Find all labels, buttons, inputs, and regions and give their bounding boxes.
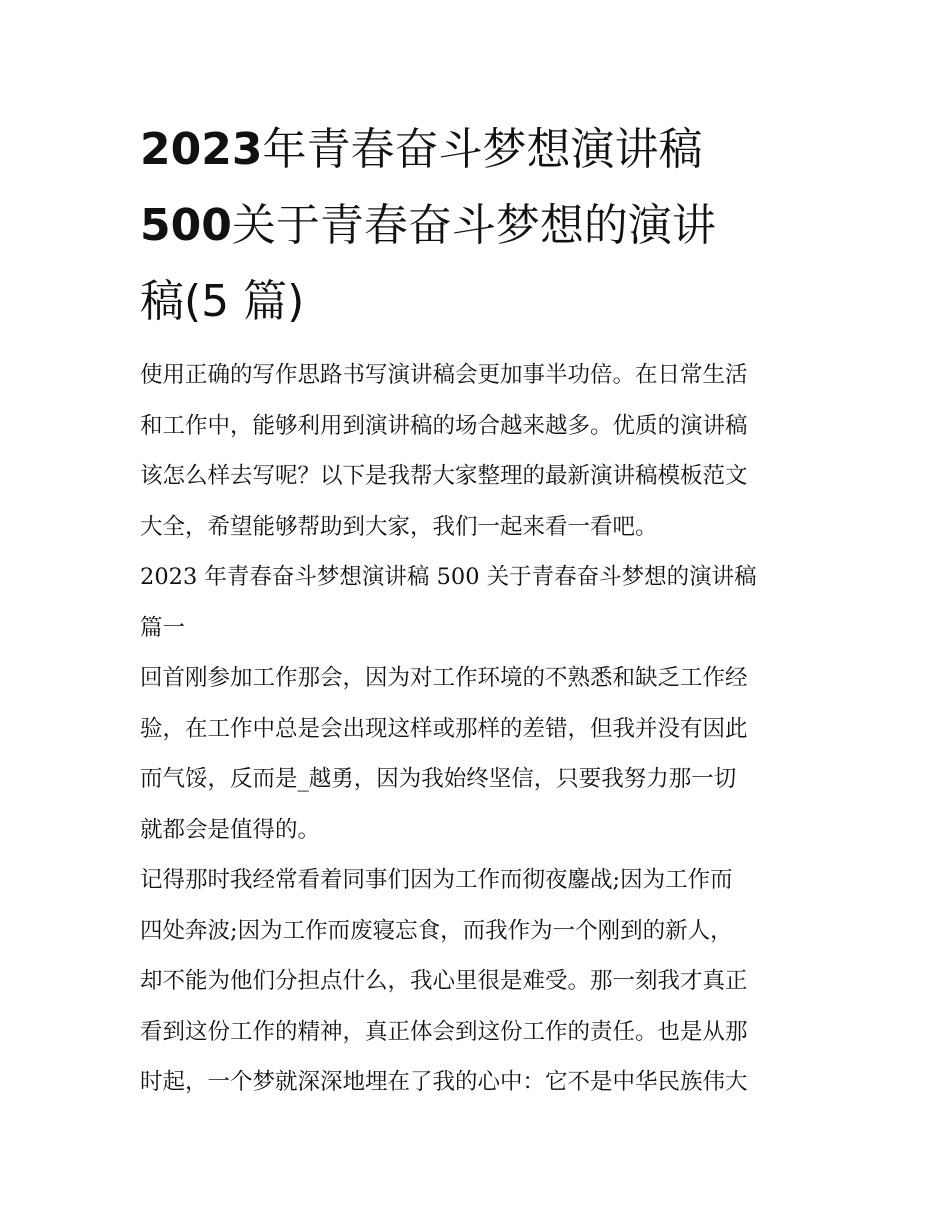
text-line: 就都会是值得的。: [140, 816, 321, 843]
title-number: 2023: [140, 124, 263, 175]
text-line: 时起，一个梦就深深地埋在了我的心中：它不是中华民族伟大: [140, 1069, 748, 1095]
title-text: 稿(5 篇): [140, 276, 305, 327]
text-line: 四处奔波;因为工作而废寝忘食，而我作为一个刚到的新人，: [140, 917, 733, 944]
text-line: 而气馁，反而是_越勇，因为我始终坚信，只要我努力那一切: [140, 766, 737, 792]
document-body: [140, 350, 815, 1108]
text-line: 该怎么样去写呢？以下是我帮大家整理的最新演讲稿模板范文: [140, 463, 748, 489]
text-line: 篇一: [140, 614, 186, 641]
title-number: 500: [140, 200, 232, 251]
text-line: 2023 年青春奋斗梦想演讲稿 500 关于青春奋斗梦想的演讲稿: [140, 564, 757, 590]
body-paragraph: [140, 653, 815, 855]
text-line: 验，在工作中总是会出现这样或那样的差错，但我并没有因此: [140, 715, 748, 742]
title-line: [140, 264, 815, 340]
text-line: 使用正确的写作思路书写演讲稿会更加事半功倍。在日常生活: [140, 362, 748, 388]
title-line: [140, 188, 815, 264]
intro-paragraph: [140, 350, 815, 552]
title-line: [140, 112, 815, 188]
text-line: 回首刚参加工作那会，因为对工作环境的不熟悉和缺乏工作经: [140, 665, 748, 691]
text-line: 大全，希望能够帮助到大家，我们一起来看一看吧。: [140, 513, 658, 540]
document-title: [140, 112, 815, 340]
text-line: 和工作中，能够利用到演讲稿的场合越来越多。优质的演讲稿: [140, 412, 748, 439]
text-line: 记得那时我经常看着同事们因为工作而彻夜鏖战;因为工作而: [140, 867, 733, 893]
title-text: 年青春奋斗梦想演讲稿: [262, 124, 703, 175]
section-heading: [140, 552, 815, 653]
title-text: 关于青春奋斗梦想的演讲: [231, 200, 716, 251]
text-line: 看到这份工作的精神，真正体会到这份工作的责任。也是从那: [140, 1018, 748, 1045]
text-line: 却不能为他们分担点什么，我心里很是难受。那一刻我才真正: [140, 968, 748, 994]
document-content: [140, 112, 815, 1108]
body-paragraph: [140, 855, 815, 1108]
